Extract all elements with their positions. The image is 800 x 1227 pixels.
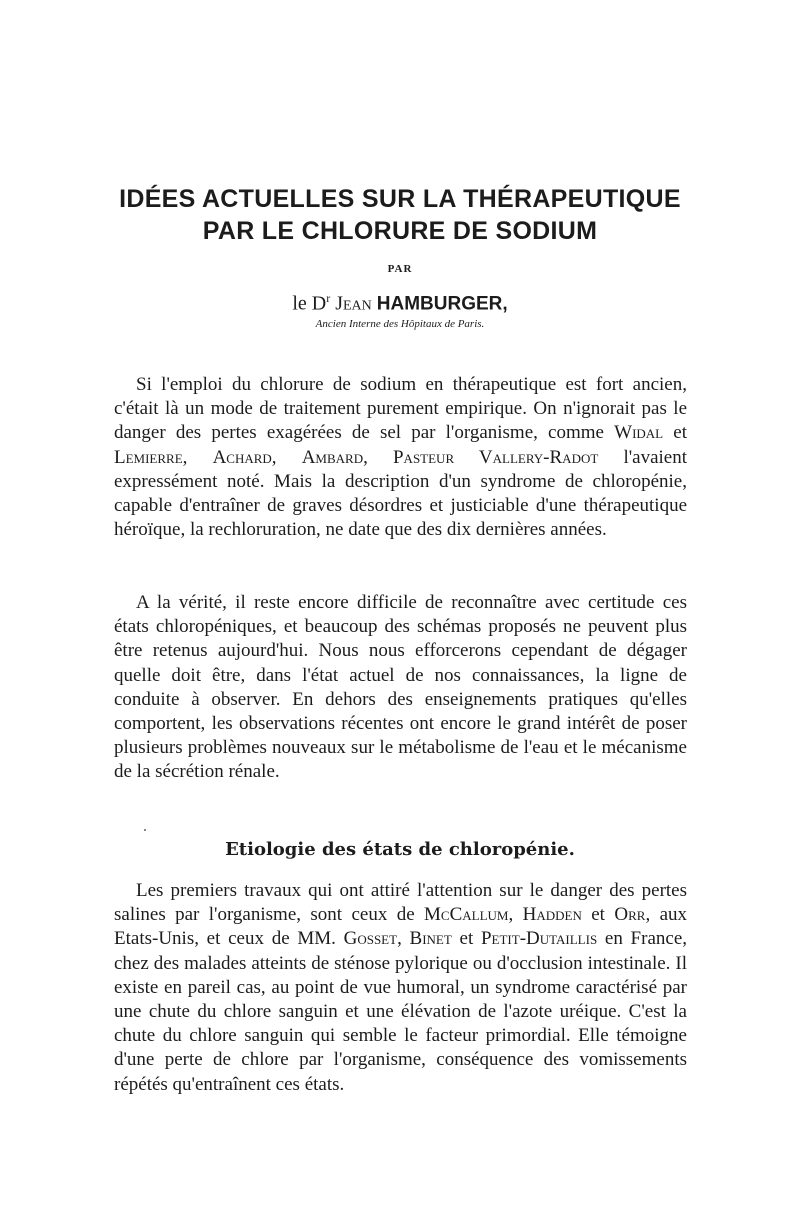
paragraph-3-text: et xyxy=(581,904,615,926)
paragraph-3-text: , aux Etats-Unis, et ceux de MM. xyxy=(114,904,688,950)
paragraph-3 xyxy=(114,879,687,1097)
author-name-gosset: Gosset xyxy=(343,928,398,950)
author-last-name: HAMBURGER, xyxy=(376,293,508,315)
author-name-ambard: Ambard xyxy=(301,446,364,468)
paragraph-3-text: et xyxy=(451,928,481,950)
paragraph-1-text: , xyxy=(363,446,393,468)
paragraph-1-text: Si l'emploi du chlorure de sodium en thérapeutique est fort ancien, c'était là un mode de traitement purement empirique. On n'ignorait pas le danger des pertes exagérées de sel par l'organisme, comme xyxy=(114,374,687,444)
author-name-lemierre: Lemierre xyxy=(114,446,183,468)
paragraph-3-text: Les premiers travaux qui ont attiré l'attention sur le danger des pertes salines par l'organisme, sont ceux de xyxy=(114,880,687,926)
paragraph-2: A la vérité, il reste encore difficile de reconnaître avec certitude ces états chloropéniques, et beaucoup des schémas proposés ne peuvent plus être retenus aujourd'hui. Nous nous efforcerons cependant de dégager quelle doit être, dans l'état actuel de nos connaissances, la ligne de conduite à observer. En dehors des enseignements pratiques qu'elles comportent, les observations récentes ont encore le grand intérêt de poser plusieurs problèmes nouveaux sur le métabolisme de l'eau et le mécanisme de la sécrétion rénale. xyxy=(114,592,687,783)
paragraph-1-text: , xyxy=(271,446,302,468)
print-speck xyxy=(144,829,146,831)
author-first-name: Jean xyxy=(335,292,372,315)
author-name-achard: Achard xyxy=(212,446,272,468)
author-name-pasteur-vallery-radot: Pasteur Vallery-Radot xyxy=(392,446,599,468)
paragraph-3-text: en France, chez des malades atteints de sténose pylorique ou d'occlusion intestinale. Il existe en pareil cas, au point de vue humoral, un syndrome caractérisé par une chute du chlore sanguin et une élévation de l'azote uréique. C'est la chute du chlore sanguin qui semble le facteur primordial. Elle témoigne d'une perte de chlore par l'organisme, conséquence des vomissements répétés qu'entraînent ces états. xyxy=(114,928,687,1095)
author-superscript: r xyxy=(326,291,331,305)
paragraph-3-text: , xyxy=(397,928,410,950)
author-line xyxy=(0,291,800,316)
author-name-mccallum: McCallum xyxy=(424,904,509,926)
author-name-petit-dutaillis: Petit-Dutaillis xyxy=(480,928,598,950)
article-title-line-2: PAR LE CHLORURE DE SODIUM xyxy=(202,217,598,245)
paragraph-3-text: , xyxy=(508,904,523,926)
paragraph-1-text: l'avaient expressément noté. Mais la description d'un syndrome de chloropénie, capable d'entraîner de graves désordres et justiciable d'une thérapeutique héroïque, la rechloruration, ne date que des dix dernières années. xyxy=(114,446,687,541)
author-name-widal: Widal xyxy=(614,422,664,444)
paragraph-1 xyxy=(114,373,687,542)
author-prefix: le D xyxy=(292,292,327,315)
par-label: PAR xyxy=(387,263,413,275)
paragraph-1-text: , xyxy=(182,446,213,468)
author-name-binet: Binet xyxy=(409,928,452,950)
author-name-orr: Orr xyxy=(614,904,646,926)
author-affiliation: Ancien Interne des Hôpitaux de Paris. xyxy=(315,318,485,330)
author-name-hadden: Hadden xyxy=(522,904,582,926)
paragraph-1-text: et xyxy=(663,422,687,444)
article-title-line-1: IDÉES ACTUELLES SUR LA THÉRAPEUTIQUE xyxy=(119,185,681,213)
section-heading: Etiologie des états de chloropénie. xyxy=(225,839,575,860)
